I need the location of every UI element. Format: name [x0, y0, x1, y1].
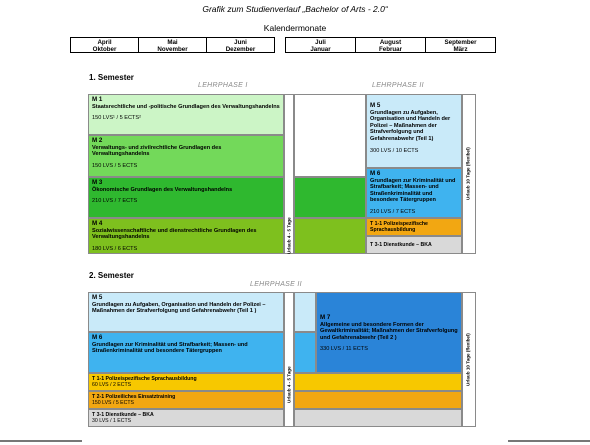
spacer-block — [294, 177, 366, 218]
spacer-block — [294, 218, 366, 254]
phase-label: LEHRPHASE II — [372, 82, 424, 89]
semester-1-heading: 1. Semester — [89, 73, 134, 82]
spacer-block — [294, 94, 366, 177]
module-t31: T 3-1 Dienstkunde – BKA — [366, 236, 462, 254]
spacer-block — [294, 373, 462, 391]
phase-label: LEHRPHASE II — [250, 281, 302, 288]
month-cell: August Februar — [355, 37, 426, 53]
module-m6: M 6 Grundlagen zur Kriminalität und Strafbarkeit; Massen- und Straßenkriminalität und besondere Tätergruppen 210 LVS / 7 ECTS — [366, 168, 462, 218]
page-divider — [508, 440, 590, 442]
holiday-label: Urlaub 10 Tage (flexibel) — [462, 94, 476, 254]
module-m5: M 5 Grundlagen zu Aufgaben, Organisation und Handeln der Polizei – Maßnahmen der Strafverfolgung und Gefahrenabwehr (Teil 1) 300 LVS / 10 ECTS — [366, 94, 462, 168]
spacer-block — [294, 409, 462, 427]
month-cell: April Oktober — [70, 37, 139, 53]
module-m6: M 6 Grundlagen zur Kriminalität und Strafbarkeit; Massen- und Straßenkriminalität und besondere Tätergruppen — [88, 332, 284, 373]
module-t31: T 3-1 Dienstkunde – BKA 30 LVS / 1 ECTS — [88, 409, 284, 427]
spacer-block — [294, 332, 316, 373]
module-m1: M 1 Staatsrechtliche und -politische Grundlagen des Verwaltungshandelns 150 LVS¹ / 5 ECTS² — [88, 94, 284, 135]
module-m3: M 3 Ökonomische Grundlagen des Verwaltungshandelns 210 LVS / 7 ECTS — [88, 177, 284, 218]
semester-2-heading: 2. Semester — [89, 271, 134, 280]
module-m4: M 4 Sozialwissenschaftliche und dienstrechtliche Grundlagen des Verwaltungshandelns 180 LVS / 6 ECTS — [88, 218, 284, 254]
months-heading: Kalendermonate — [263, 23, 327, 33]
holiday-label: Urlaub 4 - 5 Tage — [286, 217, 292, 255]
month-cell: Mai November — [138, 37, 207, 53]
holiday-label: Urlaub 10 Tage (flexibel) — [462, 292, 476, 427]
module-m2: M 2 Verwaltungs- und zivilrechtliche Grundlagen des Verwaltungshandelns 150 LVS / 5 ECTS — [88, 135, 284, 177]
month-cell: Juli Januar — [285, 37, 356, 53]
module-t21: T 2-1 Polizeiliches Einsatztraining 150 LVS / 5 ECTS — [88, 391, 284, 409]
phase-label: LEHRPHASE I — [198, 82, 248, 89]
holiday-label: Urlaub 4 - 5 Tage — [286, 366, 292, 404]
module-t11: T 1-1 Polizeispezifische Sprachausbildung — [366, 218, 462, 236]
module-m5: M 5 Grundlagen zu Aufgaben, Organisation und Handeln der Polizei – Maßnahmen der Strafverfolgung und Gefahrenabwehr (Teil 1 ) — [88, 292, 284, 332]
page-divider — [0, 440, 82, 442]
document-title: Grafik zum Studienverlauf „Bachelor of Arts - 2.0“ — [202, 4, 388, 14]
month-cell: Juni Dezember — [206, 37, 275, 53]
spacer-block — [294, 391, 462, 409]
module-t11: T 1-1 Polizeispezifische Sprachausbildung 60 LVS / 2 ECTS — [88, 373, 284, 391]
spacer-block — [294, 292, 316, 332]
module-m7: M 7 Allgemeine und besondere Formen der Gewaltkriminalität; Maßnahmen der Strafverfolgung und Gefahrenabwehr (Teil 2 ) 330 LVS / 11 ECTS — [316, 292, 462, 373]
month-cell: September März — [425, 37, 496, 53]
